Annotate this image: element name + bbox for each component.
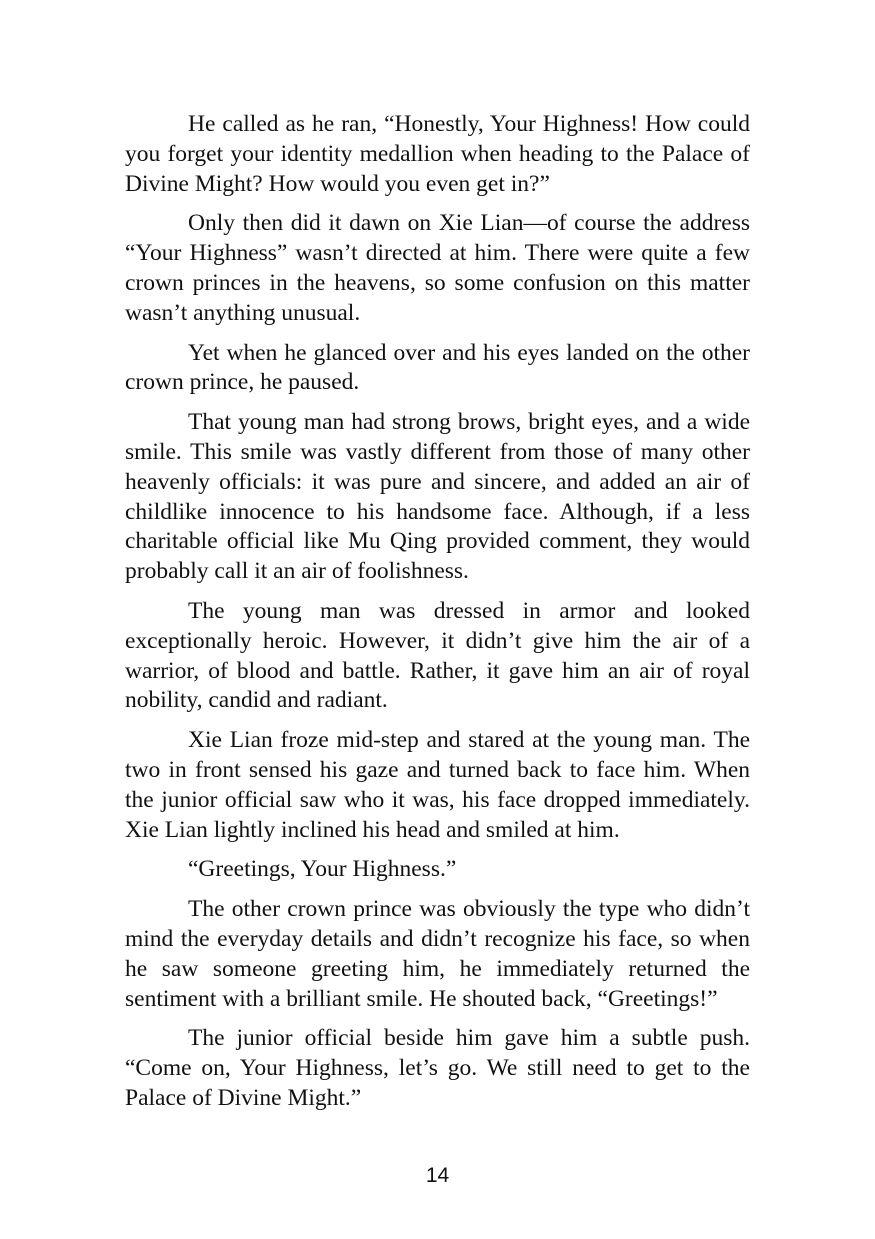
paragraph-6: Xie Lian froze mid-step and stared at the young man. The two in front sensed his gaze and turned back to face him. When the junior official saw who it was, his face dropped immediately. Xie Lian lightly inclined his head and smiled at him. bbox=[125, 727, 750, 843]
page-number: 14 bbox=[425, 1164, 450, 1187]
paragraph-5: The young man was dressed in armor and looked exceptionally heroic. However, it didn’t give him the air of a warrior, of blood and battle. Rather, it gave him an air of royal nobility, candid and radiant. bbox=[125, 597, 750, 714]
paragraph-4: That young man had strong brows, bright eyes, and a wide smile. This smile was vastly different from those of many other heavenly officials: it was pure and sincere, and added an air of childlike innocence to his handsome face. Although, if a less charitable official like Mu Qing provided comment, they would probably call it an air of foolishness. bbox=[125, 409, 750, 585]
paragraph-3: Yet when he glanced over and his eyes landed on the other crown prince, he paused. bbox=[125, 339, 750, 396]
page-body bbox=[125, 110, 750, 1124]
paragraph-1: He called as he ran, “Honestly, Your Highness! How could you forget your identity medallion when heading to the Palace of Divine Might? How would you even get in?” bbox=[125, 111, 750, 197]
paragraph-2: Only then did it dawn on Xie Lian—of course the address “Your Highness” wasn’t directed at him. There were quite a few crown princes in the heavens, so some confusion on this matter wasn’t anything unusual. bbox=[125, 210, 750, 326]
paragraph-9: The junior official beside him gave him a subtle push. “Come on, Your Highness, let’s go. We still need to get to the Palace of Divine Might.” bbox=[125, 1025, 750, 1111]
paragraph-8: The other crown prince was obviously the type who didn’t mind the everyday details and didn’t recognize his face, so when he saw someone greeting him, he immediately returned the sentiment with a brilliant smile. He shouted back, “Greetings!” bbox=[125, 896, 750, 1012]
paragraph-7: “Greetings, Your Highness.” bbox=[188, 856, 457, 883]
